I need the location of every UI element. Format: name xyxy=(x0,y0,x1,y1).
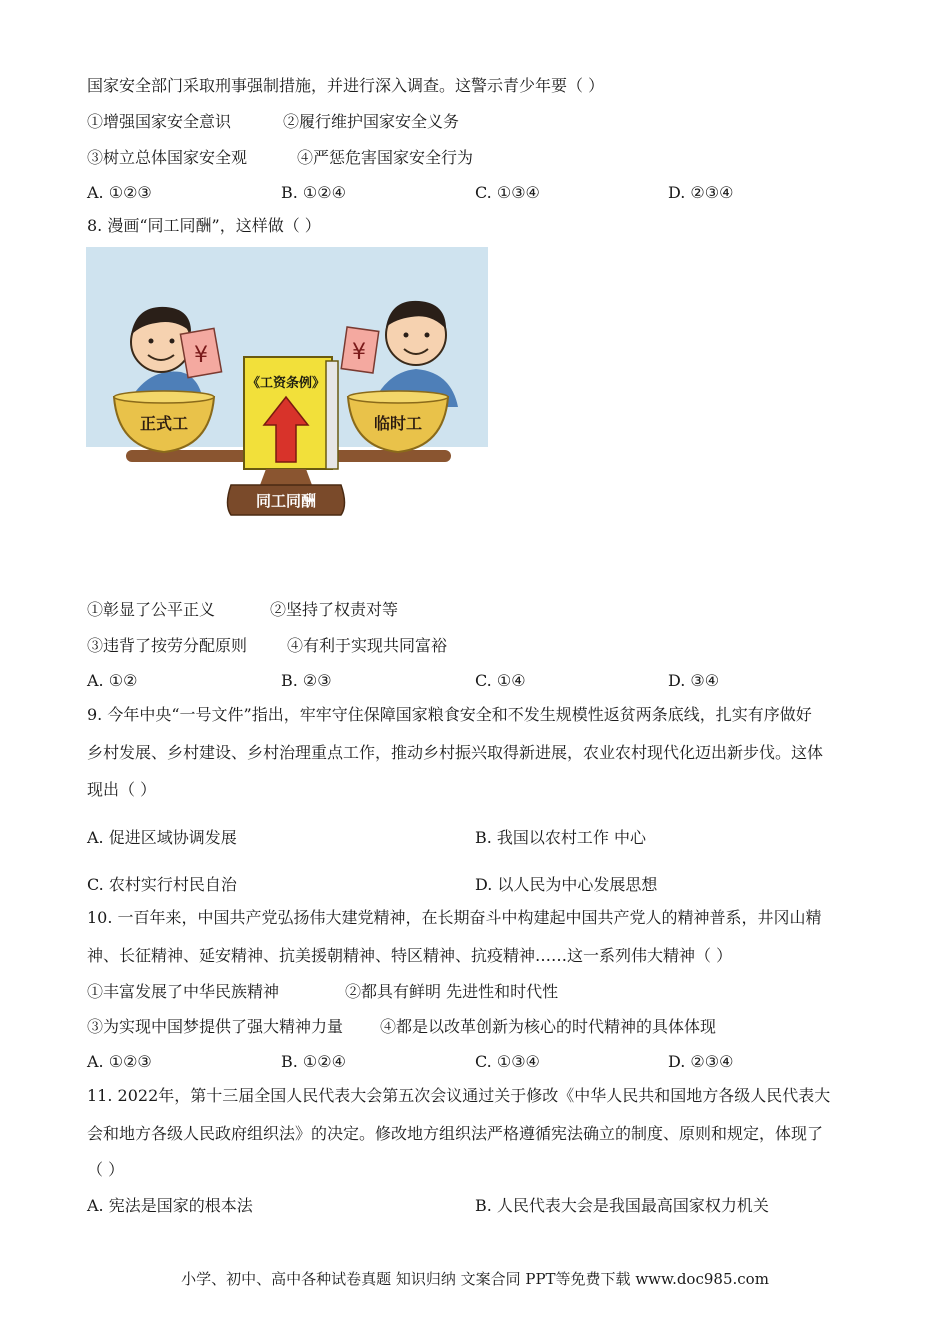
q7-statement-4: ④严惩危害国家安全行为 xyxy=(297,148,474,167)
q10-option-a[interactable]: A. ①②③ xyxy=(87,1052,152,1071)
wage-regulation-book xyxy=(244,357,338,469)
base-label: 同工同酬 xyxy=(255,492,317,510)
q8-statement-2: ②坚持了权责对等 xyxy=(270,600,399,619)
q8-statement-1: ①彰显了公平正义 xyxy=(87,600,216,619)
q8-statement-3: ③违背了按劳分配原则 xyxy=(87,636,248,655)
q7-statement-1: ①增强国家安全意识 xyxy=(87,112,232,131)
yen-left-text: ¥ xyxy=(194,343,208,368)
book-title: 《工资条例》 xyxy=(246,376,326,391)
q8-option-c[interactable]: C. ①④ xyxy=(475,671,526,690)
q11-stem-line-3: （ ） xyxy=(87,1160,125,1179)
q10-stem-line-1: 10. 一百年来，中国共产党弘扬伟大建党精神，在长期奋斗中构建起中国共产党人的精神普系，井冈山精 xyxy=(87,908,822,927)
q11-stem-line-2: 会和地方各级人民政府组织法》的决定。修改地方组织法严格遵循宪法确立的制度、原则和规定，体现了 xyxy=(87,1124,824,1143)
q7-statement-3: ③树立总体国家安全观 xyxy=(87,148,248,167)
q9-option-a[interactable]: A. 促进区域协调发展 xyxy=(87,828,237,847)
q8-option-a[interactable]: A. ①② xyxy=(87,671,138,690)
q11-option-b[interactable]: B. 人民代表大会是我国最高国家权力机关 xyxy=(475,1196,769,1215)
q8-option-b[interactable]: B. ②③ xyxy=(281,671,332,690)
q9-option-d[interactable]: D. 以人民为中心发展思想 xyxy=(475,875,658,894)
q9-stem-line-2: 乡村发展、乡村建设、乡村治理重点工作，推动乡村振兴取得新进展，农业农村现代化迈出新步伐。这体 xyxy=(87,743,824,762)
q8-cartoon-image xyxy=(86,247,488,535)
q7-option-d[interactable]: D. ②③④ xyxy=(668,183,734,202)
q7-option-b[interactable]: B. ①②④ xyxy=(281,183,346,202)
q9-stem-line-1: 9. 今年中央“一号文件”指出，牢牢守住保障国家粮食安全和不发生规模性返贫两条底线，扎实有序做好 xyxy=(87,705,812,724)
q8-option-d[interactable]: D. ③④ xyxy=(668,671,720,690)
q10-option-b[interactable]: B. ①②④ xyxy=(281,1052,346,1071)
q7-statement-2: ②履行维护国家安全义务 xyxy=(283,112,460,131)
q8-stem: 8. 漫画“同工同酬”，这样做（ ） xyxy=(87,216,321,235)
q10-statement-4: ④都是以改革创新为核心的时代精神的具体体现 xyxy=(380,1017,717,1036)
q7-option-a[interactable]: A. ①②③ xyxy=(87,183,152,202)
q9-option-b[interactable]: B. 我国以农村工作 中心 xyxy=(475,828,647,847)
q10-statement-3: ③为实现中国梦提供了强大精神力量 xyxy=(87,1017,344,1036)
q10-option-d[interactable]: D. ②③④ xyxy=(668,1052,734,1071)
left-pan-label: 正式工 xyxy=(139,414,189,433)
q10-stem-line-2: 神、长征精神、延安精神、抗美援朝精神、特区精神、抗疫精神……这一系列伟大精神（ ） xyxy=(87,946,733,965)
q10-option-c[interactable]: C. ①③④ xyxy=(475,1052,540,1071)
q11-stem-line-1: 11. 2022年，第十三届全国人民代表大会第五次会议通过关于修改《中华人民共和国地方各级人民代表大 xyxy=(87,1086,831,1105)
yen-right-text: ¥ xyxy=(352,340,366,365)
q11-option-a[interactable]: A. 宪法是国家的根本法 xyxy=(87,1196,253,1215)
q9-stem-line-3: 现出（ ） xyxy=(87,780,157,799)
q7-option-c[interactable]: C. ①③④ xyxy=(475,183,540,202)
q9-option-c[interactable]: C. 农村实行村民自治 xyxy=(87,875,237,894)
q8-statement-4: ④有利于实现共同富裕 xyxy=(287,636,448,655)
q10-statement-1: ①丰富发展了中华民族精神 xyxy=(87,982,280,1001)
q7-stem-tail: 国家安全部门采取刑事强制措施，并进行深入调查。这警示青少年要（ ） xyxy=(87,76,605,95)
q10-statement-2: ②都具有鲜明 先进性和时代性 xyxy=(345,982,559,1001)
page-footer: 小学、初中、高中各种试卷真题 知识归纳 文案合同 PPT等免费下载 www.doc985.com xyxy=(181,1270,769,1288)
right-pan-label: 临时工 xyxy=(373,414,423,433)
